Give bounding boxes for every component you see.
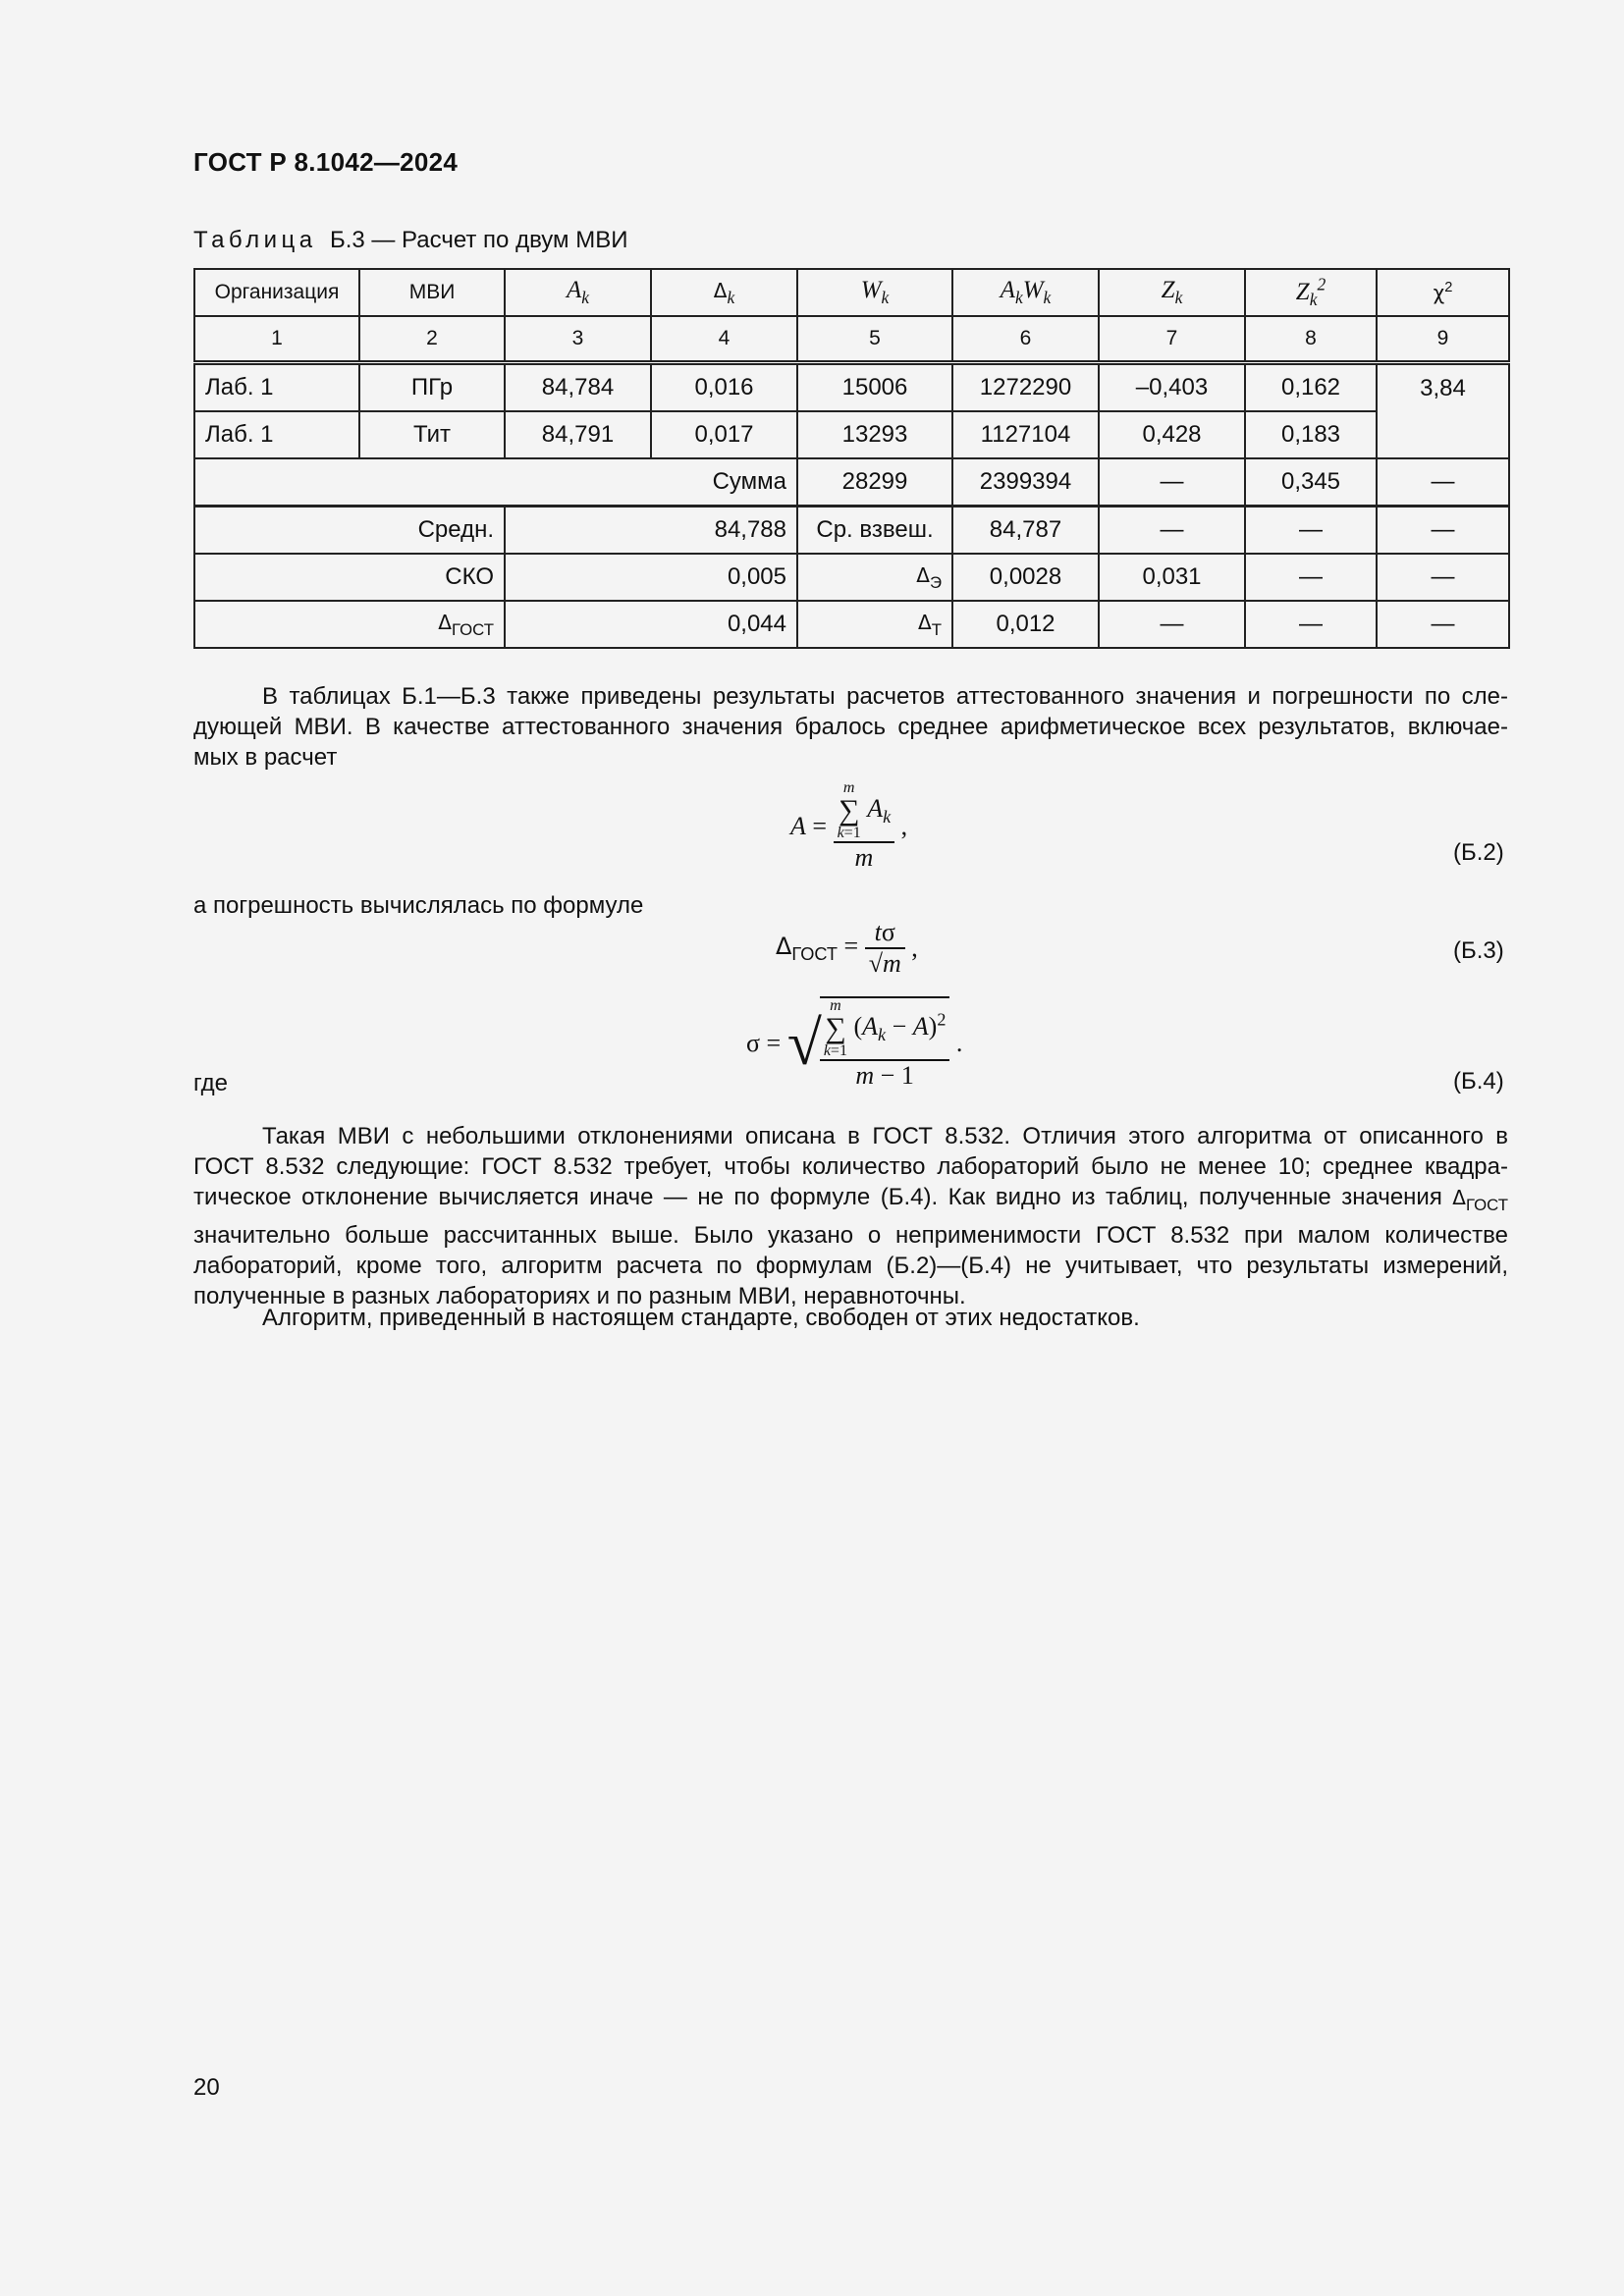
- delta-e-label: $\Delta_Э$: [797, 554, 952, 601]
- weighted-mean-value: 84,787: [952, 507, 1099, 555]
- delta-gost-label: $\Delta_{ГОСТ}$: [194, 601, 505, 648]
- delta-gost-row: [194, 601, 1509, 648]
- formula-b2-fraction: m ∑ k=1 $A_k$ m: [834, 780, 895, 873]
- cell-a-k: 84,784: [505, 363, 651, 412]
- sum-chi-squared: —: [1377, 458, 1509, 507]
- column-number: 9: [1377, 316, 1509, 363]
- equation-number-b4: (Б.4): [1453, 1068, 1504, 1095]
- sum-a-k-w-k: 2399394: [952, 458, 1099, 507]
- sko-row: [194, 554, 1509, 601]
- dash-cell: —: [1099, 601, 1245, 648]
- weighted-mean-label: Ср. взвеш.: [797, 507, 952, 555]
- results-table: [193, 268, 1510, 649]
- paragraph-comparison: [193, 1121, 1508, 1311]
- delta-e-z-value: 0,031: [1099, 554, 1245, 601]
- table-caption: [193, 227, 627, 254]
- col-header-z-k-squared: $Z_k^2$: [1245, 269, 1377, 316]
- cell-mvi: ПГр: [359, 363, 505, 412]
- table-caption-prefix: Таблица: [193, 227, 317, 253]
- cell-w-k: 15006: [797, 363, 952, 412]
- table-row: [194, 363, 1509, 412]
- col-header-z-k: $Z_k$: [1099, 269, 1245, 316]
- column-number: 3: [505, 316, 651, 363]
- equation-number-b2: (Б.2): [1453, 839, 1504, 866]
- paragraph-line: ГОСТ 8.532 следующие: ГОСТ 8.532 требует, чтобы количество лабораторий было не менее 10; среднее квадра-: [193, 1153, 1508, 1180]
- col-header-organization: Организация: [194, 269, 359, 316]
- delta-gost-value: 0,044: [505, 601, 797, 648]
- cell-a-k-w-k: 1272290: [952, 363, 1099, 412]
- paragraph-line: тическое отклонение вычисляется иначе — не по формуле (Б.4). Как видно из таблиц, полученные значения $\Delta_{ГОСТ}$: [193, 1184, 1508, 1214]
- column-number-row: [194, 316, 1509, 363]
- sko-value: 0,005: [505, 554, 797, 601]
- paragraph-line: лабораторий, кроме того, алгоритм расчета по формулам (Б.2)—(Б.4) не учитывает, что результаты измерений,: [193, 1252, 1508, 1279]
- paragraph-conclusion: Алгоритм, приведенный в настоящем стандарте, свободен от этих недостатков.: [262, 1305, 1140, 1331]
- column-number: 6: [952, 316, 1099, 363]
- cell-organization: Лаб. 1: [194, 363, 359, 412]
- cell-w-k: 13293: [797, 411, 952, 458]
- dash-cell: —: [1377, 601, 1509, 648]
- sum-z-k-squared: 0,345: [1245, 458, 1377, 507]
- paragraph-line-text: тическое отклонение вычисляется иначе — не по формуле (Б.4). Как видно из таблиц, полученные значения: [193, 1184, 1442, 1210]
- sko-label: СКО: [194, 554, 505, 601]
- dash-cell: —: [1099, 507, 1245, 555]
- sum-row: [194, 458, 1509, 507]
- cell-z-k-squared: 0,162: [1245, 363, 1377, 412]
- cell-organization: Лаб. 1: [194, 411, 359, 458]
- where-label: где: [193, 1070, 229, 1096]
- cell-delta-k: 0,017: [651, 411, 797, 458]
- table-caption-text: Б.3 — Расчет по двум МВИ: [329, 227, 628, 253]
- paragraph-error-formula: а погрешность вычислялась по формуле: [193, 892, 644, 919]
- formula-b4: σ = √ m ∑ k=1 $(A_k - A)^2$ m − 1 .: [746, 997, 963, 1090]
- col-header-w-k: $W_k$: [797, 269, 952, 316]
- page-number: 20: [193, 2074, 220, 2101]
- document-title: ГОСТ Р 8.1042—2024: [193, 147, 459, 177]
- column-number: 5: [797, 316, 952, 363]
- paragraph-line: мых в расчет: [193, 744, 338, 771]
- dash-cell: —: [1377, 507, 1509, 555]
- column-number: 7: [1099, 316, 1245, 363]
- delta-t-value: 0,012: [952, 601, 1099, 648]
- col-header-a-k-w-k: $A_kW_k$: [952, 269, 1099, 316]
- column-number: 8: [1245, 316, 1377, 363]
- equation-number-b3: (Б.3): [1453, 937, 1504, 964]
- cell-mvi: Тит: [359, 411, 505, 458]
- cell-z-k: 0,428: [1099, 411, 1245, 458]
- paragraph-line: Такая МВИ с небольшими отклонениями описана в ГОСТ 8.532. Отличия этого алгоритма от описанного в: [262, 1123, 1508, 1149]
- paragraph-intro: [193, 681, 1508, 773]
- cell-a-k: 84,791: [505, 411, 651, 458]
- col-header-delta-k: $\Delta_k$: [651, 269, 797, 316]
- mean-row: [194, 507, 1509, 555]
- cell-z-k-squared: 0,183: [1245, 411, 1377, 458]
- sum-w-k: 28299: [797, 458, 952, 507]
- formula-b3-fraction: $\frac{t\sigma}{√m}$: [865, 918, 905, 979]
- dash-cell: —: [1245, 507, 1377, 555]
- mean-label: Средн.: [194, 507, 505, 555]
- delta-t-label: $\Delta_Т$: [797, 601, 952, 648]
- col-header-chi-squared: $\chi^2$: [1377, 269, 1509, 316]
- mean-value: 84,788: [505, 507, 797, 555]
- dash-cell: —: [1377, 554, 1509, 601]
- formula-b3: $\Delta_{ГОСТ}$ = $\frac{t\sigma}{√m}$ ,: [776, 918, 918, 978]
- paragraph-line: В таблицах Б.1—Б.3 также приведены результаты расчетов аттестованного значения и погрешности по сле-: [262, 683, 1508, 710]
- col-header-mvi: МВИ: [359, 269, 505, 316]
- col-header-a-k: $A_k$: [505, 269, 651, 316]
- paragraph-line: полученные в разных лабораториях и по разным МВИ, неравноточны.: [193, 1282, 966, 1309]
- cell-delta-k: 0,016: [651, 363, 797, 412]
- dash-cell: —: [1245, 601, 1377, 648]
- column-number: 1: [194, 316, 359, 363]
- cell-chi-squared: 3,84: [1377, 363, 1509, 459]
- cell-z-k: –0,403: [1099, 363, 1245, 412]
- paragraph-line: значительно больше рассчитанных выше. Было указано о неприменимости ГОСТ 8.532 при малом количестве: [193, 1221, 1508, 1249]
- formula-b2: A = m ∑ k=1 $A_k$ m ,: [790, 779, 908, 872]
- delta-e-value: 0,0028: [952, 554, 1099, 601]
- sum-label: Сумма: [194, 458, 797, 507]
- dash-cell: —: [1245, 554, 1377, 601]
- column-number: 4: [651, 316, 797, 363]
- column-number: 2: [359, 316, 505, 363]
- paragraph-line: дующей МВИ. В качестве аттестованного значения бралось среднее арифметическое всех результатов, включае-: [193, 714, 1508, 740]
- table-header-row: [194, 269, 1509, 316]
- table-row: [194, 411, 1509, 458]
- formula-b4-fraction: m ∑ k=1 $(A_k - A)^2$ m − 1: [820, 996, 950, 1091]
- sum-z-k: —: [1099, 458, 1245, 507]
- cell-a-k-w-k: 1127104: [952, 411, 1099, 458]
